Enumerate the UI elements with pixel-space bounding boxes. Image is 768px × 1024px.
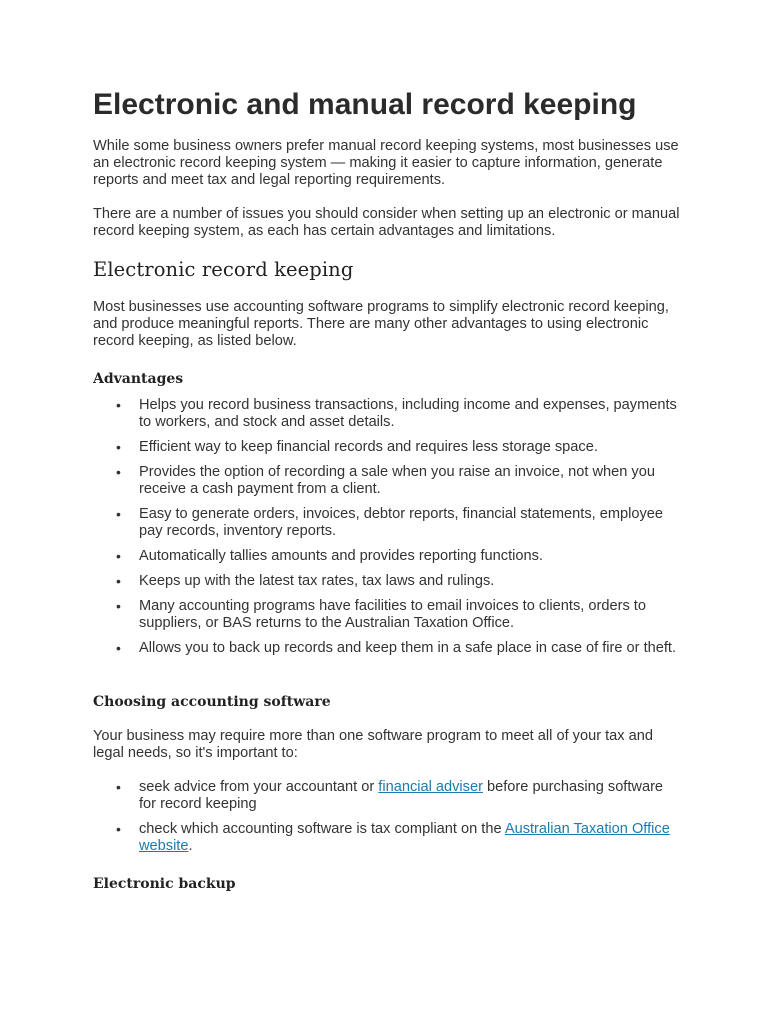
electronic-paragraph: Most businesses use accounting software programs to simplify electronic record keeping, and produce meaningful reports. There are many other advantages to using electronic record keeping, as listed below. [93,299,669,349]
list-item [116,598,679,632]
bullet-icon: • [116,598,121,614]
list-item-text-before: check which accounting software is tax compliant on the [139,821,505,837]
list-item-text: Efficient way to keep financial records and requires less storage space. [139,439,598,455]
bullet-icon: • [116,640,121,656]
list-item-text: Provides the option of recording a sale when you raise an invoice, not when you receive a cash payment from a client. [139,464,655,497]
list-item-text: Automatically tallies amounts and provides reporting functions. [139,548,543,564]
list-item-text-after: before purchasing software for record keeping [139,779,664,812]
list-item [116,506,679,540]
bullet-icon: • [116,821,121,837]
list-item [116,640,679,657]
list-item-text: Many accounting programs have facilities to email invoices to clients, orders to suppliers, or BAS returns to the Australian Taxation Office. [139,598,646,631]
list-item-text: Allows you to back up records and keep them in a safe place in case of fire or theft. [139,640,677,656]
bullet-icon: • [116,439,121,455]
list-item-text: Keeps up with the latest tax rates, tax laws and rulings. [139,573,495,589]
bullet-icon: • [116,548,121,564]
list-item [116,821,679,855]
list-item-text-before: seek advice from your accountant or [139,779,379,795]
software-paragraph: Your business may require more than one software program to meet all of your tax and legal needs, so it's important to: [93,728,653,761]
list-item [116,464,679,498]
advantages-heading: Advantages [93,371,184,387]
bullet-icon: • [116,506,121,522]
intro-paragraph-1: While some business owners prefer manual record keeping systems, most businesses use an electronic record keeping system — making it easier to capture information, generate reports and meet tax and legal reporting requirements. [93,138,679,188]
bullet-icon: • [116,397,121,413]
bullet-icon: • [116,573,121,589]
page-title: Electronic and manual record keeping [93,88,637,121]
bullet-icon: • [116,464,121,480]
list-item [116,548,679,565]
section-heading-backup: Electronic backup [93,876,236,892]
section-heading-software: Choosing accounting software [93,694,331,710]
list-item [116,573,679,590]
ato-website-link[interactable]: Australian Taxation Office website [139,821,670,854]
list-item-text: Helps you record business transactions, including income and expenses, payments to workers, and stock and asset details. [139,397,677,430]
list-item [116,439,679,456]
list-item-text-after: . [188,838,193,854]
list-item-text: Easy to generate orders, invoices, debtor reports, financial statements, employee pay records, inventory reports. [139,506,664,539]
list-item [116,779,679,813]
list-item [116,397,679,431]
intro-paragraph-2: There are a number of issues you should consider when setting up an electronic or manual record keeping system, as each has certain advantages and limitations. [93,206,680,239]
bullet-icon: • [116,779,121,795]
section-heading-electronic: Electronic record keeping [93,258,354,281]
financial-adviser-link[interactable]: financial adviser [378,779,483,795]
